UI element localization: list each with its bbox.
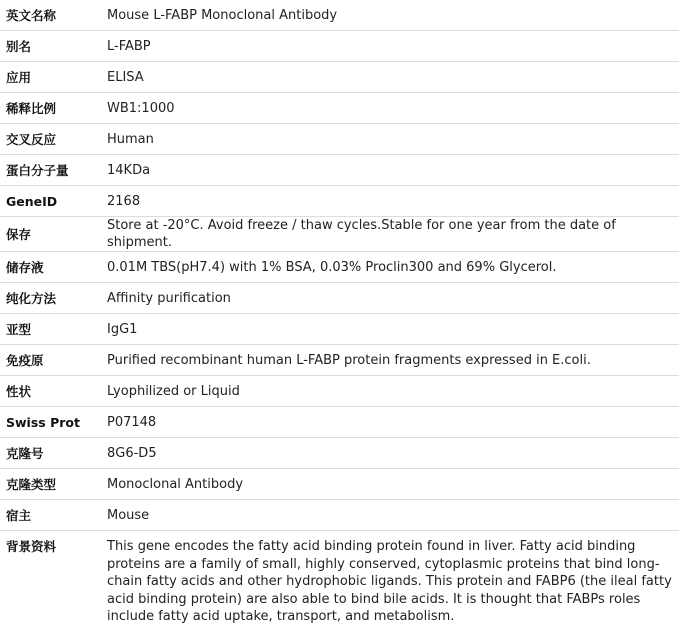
table-row bbox=[0, 155, 679, 186]
table-row bbox=[0, 186, 679, 217]
row-value: 0.01M TBS(pH7.4) with 1% BSA, 0.03% Proclin300 and 69% Glycerol. bbox=[99, 252, 679, 283]
row-value: 14KDa bbox=[99, 155, 679, 186]
row-label: 蛋白分子量 bbox=[0, 155, 99, 186]
table-row bbox=[0, 283, 679, 314]
row-label: 交叉反应 bbox=[0, 124, 99, 155]
row-label: 纯化方法 bbox=[0, 283, 99, 314]
row-label: 保存 bbox=[0, 217, 99, 252]
row-value: Affinity purification bbox=[99, 283, 679, 314]
table-row bbox=[0, 314, 679, 345]
table-row bbox=[0, 93, 679, 124]
table-row bbox=[0, 438, 679, 469]
row-value: Lyophilized or Liquid bbox=[99, 376, 679, 407]
row-value: Mouse L-FABP Monoclonal Antibody bbox=[99, 0, 679, 31]
row-label: 克隆类型 bbox=[0, 469, 99, 500]
row-label: 背景资料 bbox=[6, 539, 57, 554]
row-label: 应用 bbox=[0, 62, 99, 93]
row-label: 克隆号 bbox=[0, 438, 99, 469]
table-row bbox=[0, 252, 679, 283]
row-label: 储存液 bbox=[0, 252, 99, 283]
table-row bbox=[0, 31, 679, 62]
row-label: GeneID bbox=[0, 186, 99, 217]
table-row bbox=[0, 345, 679, 376]
row-label: 宿主 bbox=[0, 500, 99, 531]
row-label: 免疫原 bbox=[0, 345, 99, 376]
table-row bbox=[0, 500, 679, 531]
table-row bbox=[0, 469, 679, 500]
row-label: 别名 bbox=[0, 31, 99, 62]
row-value: 8G6-D5 bbox=[99, 438, 679, 469]
row-value: L-FABP bbox=[99, 31, 679, 62]
table-row bbox=[0, 124, 679, 155]
table-row bbox=[0, 407, 679, 438]
table-row bbox=[0, 217, 679, 252]
background-text: This gene encodes the fatty acid binding protein found in liver. Fatty acid binding proteins are a family of small, highly conserved, cytoplasmic proteins that bind long-chain fatty acids and other hydrophobic ligands. This protein and FABP6 (the ileal fatty acid binding protein) are also able to bind bile acids. It is thought that FABPs roles include fatty acid uptake, transport, and metabolism. bbox=[107, 539, 672, 624]
row-value: 2168 bbox=[99, 186, 679, 217]
row-label: 英文名称 bbox=[0, 0, 99, 31]
table-row bbox=[0, 0, 679, 31]
row-value: WB1:1000 bbox=[99, 93, 679, 124]
row-label: 亚型 bbox=[0, 314, 99, 345]
row-value: Monoclonal Antibody bbox=[99, 469, 679, 500]
row-value: P07148 bbox=[99, 407, 679, 438]
row-value: Human bbox=[99, 124, 679, 155]
row-value: Store at -20°C. Avoid freeze / thaw cycles.Stable for one year from the date of shipment. bbox=[99, 217, 679, 252]
table-row bbox=[0, 62, 679, 93]
row-value: ELISA bbox=[99, 62, 679, 93]
row-label: 稀释比例 bbox=[0, 93, 99, 124]
table-row bbox=[0, 531, 679, 636]
table-row bbox=[0, 376, 679, 407]
row-label: Swiss Prot bbox=[0, 407, 99, 438]
row-value: Purified recombinant human L-FABP protein fragments expressed in E.coli. bbox=[99, 345, 679, 376]
row-value: IgG1 bbox=[99, 314, 679, 345]
row-value: Mouse bbox=[99, 500, 679, 531]
row-label: 性状 bbox=[0, 376, 99, 407]
